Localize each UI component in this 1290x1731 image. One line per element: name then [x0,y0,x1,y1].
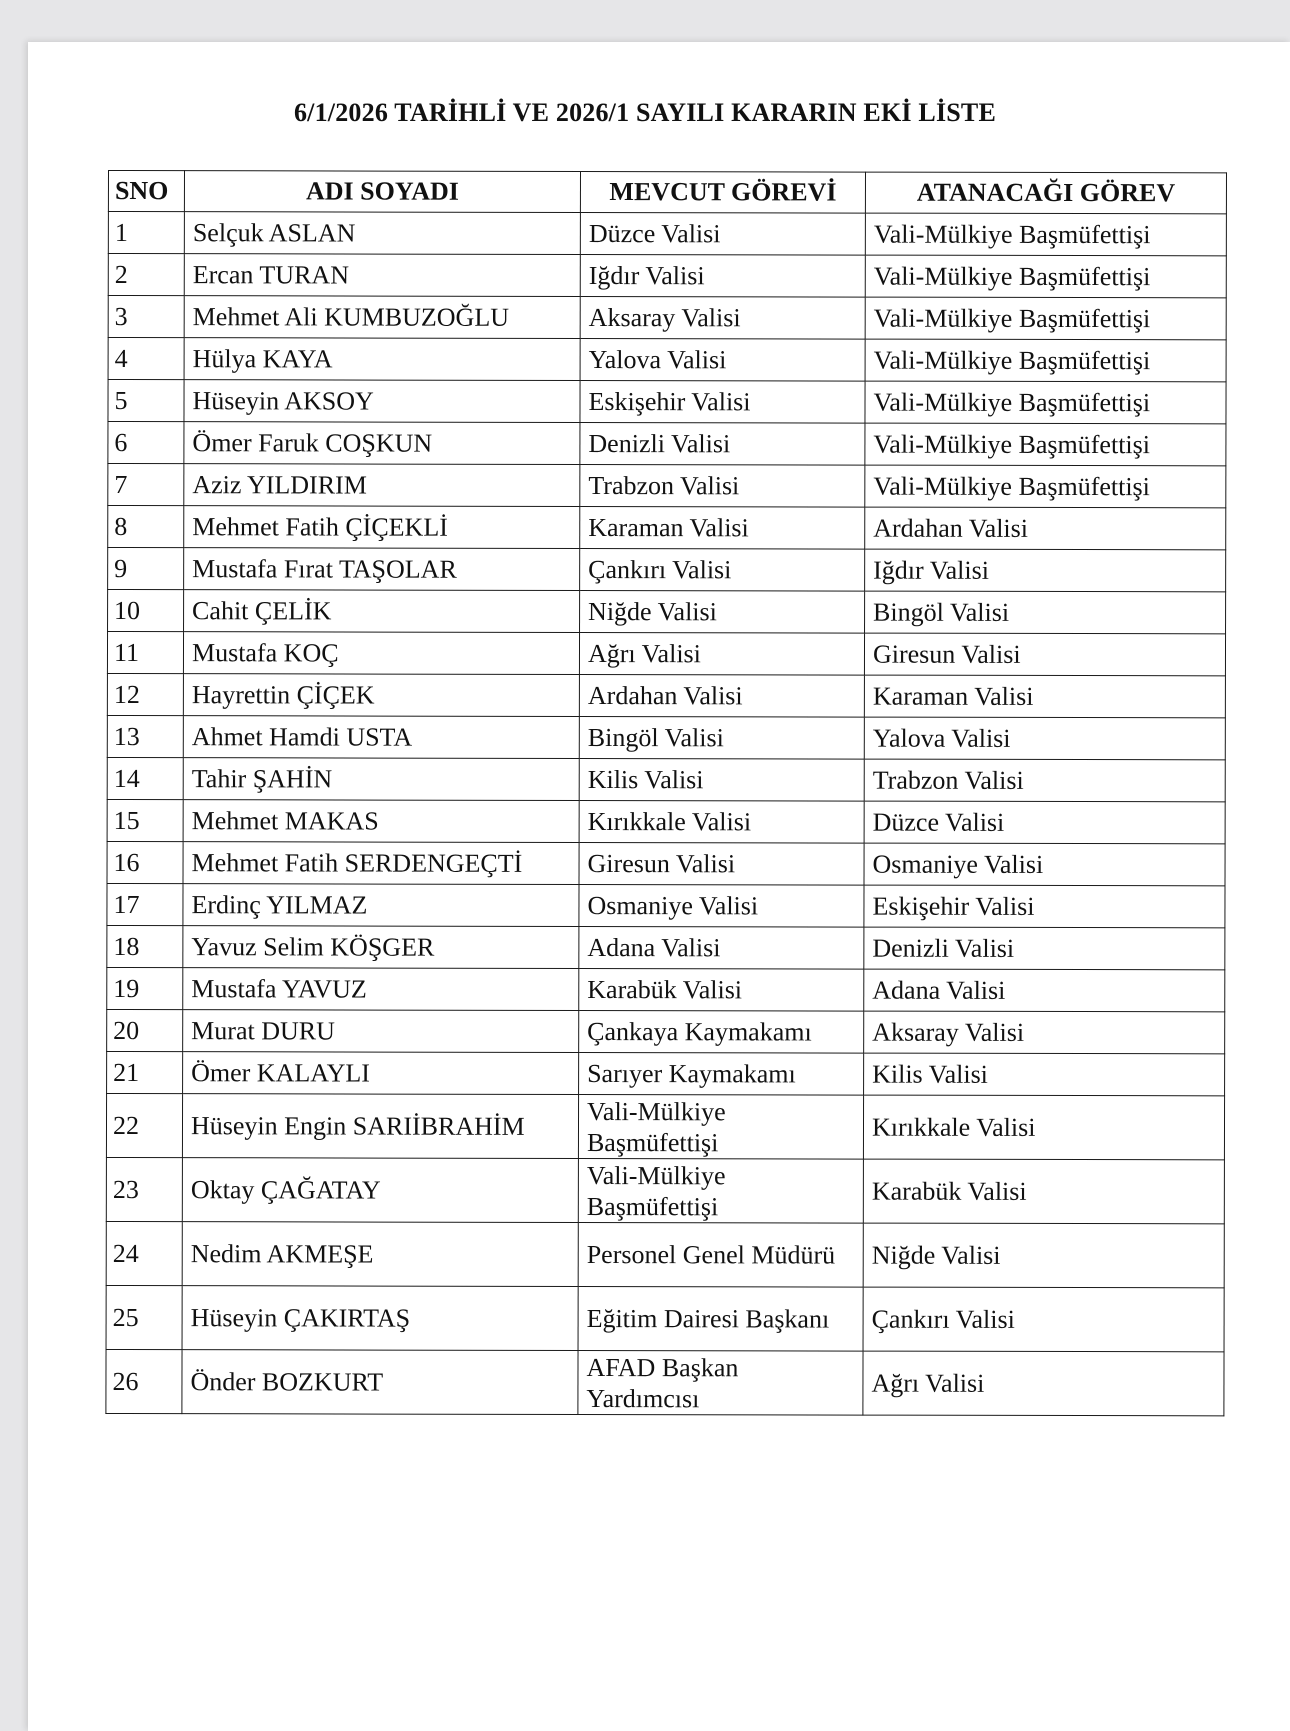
cell-new-position: Karaman Valisi [864,675,1225,718]
cell-new-position: Vali-Mülkiye Başmüfettişi [865,465,1226,508]
cell-name: Mehmet Fatih ÇİÇEKLİ [184,506,580,549]
cell-sno: 13 [107,715,183,757]
cell-name: Hüseyin ÇAKIRTAŞ [182,1286,578,1351]
cell-new-position: Denizli Valisi [864,927,1225,970]
cell-new-position: Ağrı Valisi [863,1351,1224,1416]
cell-new-position: Düzce Valisi [864,801,1225,844]
table-row [107,967,1225,1011]
cell-new-position: Vali-Mülkiye Başmüfettişi [865,381,1226,424]
table-row [108,380,1226,424]
cell-new-position: Vali-Mülkiye Başmüfettişi [865,423,1226,466]
cell-current-position: Vali-Mülkiye Başmüfettişi [578,1094,863,1159]
table-row [108,338,1226,382]
cell-sno: 4 [108,338,184,380]
table-row [107,799,1225,843]
header-sno: SNO [108,171,184,212]
cell-new-position: Kırıkkale Valisi [863,1095,1224,1160]
cell-new-position: Eskişehir Valisi [864,885,1225,928]
table-row [107,883,1225,927]
cell-new-position: Vali-Mülkiye Başmüfettişi [865,213,1226,256]
cell-current-position: AFAD Başkan Yardımcısı [578,1350,863,1415]
table-row [106,1349,1224,1415]
cell-name: Hüseyin AKSOY [184,380,580,423]
cell-new-position: Osmaniye Valisi [864,843,1225,886]
table-row [106,1157,1224,1223]
cell-sno: 3 [108,296,184,338]
cell-sno: 10 [108,590,184,632]
cell-current-position: Kilis Valisi [579,758,864,801]
cell-new-position: Yalova Valisi [864,717,1225,760]
cell-name: Mustafa Fırat TAŞOLAR [184,548,580,591]
cell-new-position: Karabük Valisi [863,1159,1224,1224]
cell-name: Ömer KALAYLI [183,1052,579,1095]
cell-new-position: Çankırı Valisi [863,1287,1224,1352]
cell-name: Aziz YILDIRIM [184,464,580,507]
table-row [108,212,1226,256]
table-row [107,673,1225,717]
cell-sno: 16 [107,841,183,883]
cell-sno: 21 [107,1051,183,1093]
cell-name: Selçuk ASLAN [184,212,580,255]
cell-current-position: Bingöl Valisi [579,716,864,759]
cell-sno: 23 [106,1157,182,1221]
cell-name: Oktay ÇAĞATAY [182,1158,578,1223]
cell-name: Mehmet MAKAS [183,800,579,843]
table-row [108,422,1226,466]
cell-name: Nedim AKMEŞE [182,1222,578,1287]
table-body [106,212,1227,1416]
table-row [108,464,1226,508]
cell-name: Ömer Faruk COŞKUN [184,422,580,465]
cell-new-position: Bingöl Valisi [865,591,1226,634]
table-row [107,757,1225,801]
cell-sno: 1 [108,212,184,254]
table-row [107,1051,1225,1095]
cell-new-position: Iğdır Valisi [865,549,1226,592]
cell-name: Ercan TURAN [184,254,580,297]
assignment-table [105,170,1227,1416]
cell-sno: 25 [106,1285,182,1349]
cell-current-position: Iğdır Valisi [580,254,865,297]
cell-sno: 22 [106,1093,182,1157]
cell-new-position: Trabzon Valisi [864,759,1225,802]
cell-sno: 15 [107,799,183,841]
table-row [106,1093,1224,1159]
cell-new-position: Vali-Mülkiye Başmüfettişi [865,255,1226,298]
cell-sno: 12 [107,673,183,715]
cell-sno: 18 [107,925,183,967]
cell-name: Ahmet Hamdi USTA [183,716,579,759]
cell-name: Erdinç YILMAZ [183,884,579,927]
cell-new-position: Vali-Mülkiye Başmüfettişi [865,297,1226,340]
table-row [107,841,1225,885]
header-name: ADI SOYADI [184,171,580,213]
cell-name: Yavuz Selim KÖŞGER [183,926,579,969]
table-header-row [108,171,1226,214]
cell-new-position: Vali-Mülkiye Başmüfettişi [865,339,1226,382]
header-new-position: ATANACAĞI GÖREV [865,172,1226,214]
cell-name: Mustafa KOÇ [183,632,579,675]
cell-current-position: Adana Valisi [579,926,864,969]
cell-current-position: Denizli Valisi [580,422,865,465]
cell-sno: 8 [108,506,184,548]
cell-sno: 17 [107,883,183,925]
table-row [107,925,1225,969]
cell-current-position: Giresun Valisi [579,842,864,885]
table-row [106,1221,1224,1287]
cell-current-position: Yalova Valisi [580,338,865,381]
table-row [107,715,1225,759]
cell-sno: 5 [108,380,184,422]
table-row [108,254,1226,298]
cell-sno: 6 [108,422,184,464]
cell-current-position: Eğitim Dairesi Başkanı [578,1286,863,1351]
cell-sno: 7 [108,464,184,506]
cell-new-position: Niğde Valisi [863,1223,1224,1288]
cell-current-position: Düzce Valisi [580,212,865,255]
cell-name: Cahit ÇELİK [184,590,580,633]
cell-name: Önder BOZKURT [182,1350,578,1415]
cell-new-position: Adana Valisi [864,969,1225,1012]
table-row [108,296,1226,340]
table-row [106,1285,1224,1351]
cell-current-position: Eskişehir Valisi [580,380,865,423]
cell-current-position: Çankaya Kaymakamı [579,1010,864,1053]
cell-current-position: Aksaray Valisi [580,296,865,339]
cell-sno: 19 [107,967,183,1009]
cell-name: Mustafa YAVUZ [183,968,579,1011]
cell-sno: 20 [107,1009,183,1051]
cell-new-position: Giresun Valisi [864,633,1225,676]
cell-name: Hülya KAYA [184,338,580,381]
cell-current-position: Niğde Valisi [580,590,865,633]
cell-name: Hayrettin ÇİÇEK [183,674,579,717]
table-row [108,548,1226,592]
cell-name: Murat DURU [183,1010,579,1053]
table-row [108,590,1226,634]
table-row [107,632,1225,676]
cell-current-position: Ağrı Valisi [579,632,864,675]
cell-name: Mehmet Ali KUMBUZOĞLU [184,296,580,339]
cell-current-position: Sarıyer Kaymakamı [579,1052,864,1095]
cell-current-position: Kırıkkale Valisi [579,800,864,843]
table-row [107,1009,1225,1053]
cell-current-position: Osmaniye Valisi [579,884,864,927]
cell-current-position: Vali-Mülkiye Başmüfettişi [578,1158,863,1223]
cell-name: Hüseyin Engin SARIİBRAHİM [182,1094,578,1159]
cell-sno: 24 [106,1221,182,1285]
cell-current-position: Karabük Valisi [579,968,864,1011]
cell-current-position: Trabzon Valisi [580,464,865,507]
cell-current-position: Çankırı Valisi [580,548,865,591]
header-current-position: MEVCUT GÖREVİ [580,171,865,213]
document-title: 6/1/2026 TARİHLİ VE 2026/1 SAYILI KARARIN EKİ LİSTE [293,98,997,127]
table-row [108,506,1226,550]
cell-new-position: Kilis Valisi [864,1053,1225,1096]
cell-sno: 2 [108,254,184,296]
cell-sno: 9 [108,548,184,590]
cell-sno: 11 [107,632,183,674]
cell-new-position: Ardahan Valisi [865,507,1226,550]
cell-new-position: Aksaray Valisi [864,1011,1225,1054]
cell-name: Tahir ŞAHİN [183,758,579,801]
cell-sno: 26 [106,1349,182,1413]
cell-name: Mehmet Fatih SERDENGEÇTİ [183,842,579,885]
cell-sno: 14 [107,757,183,799]
cell-current-position: Ardahan Valisi [579,674,864,717]
cell-current-position: Karaman Valisi [580,506,865,549]
cell-current-position: Personel Genel Müdürü [578,1222,863,1287]
